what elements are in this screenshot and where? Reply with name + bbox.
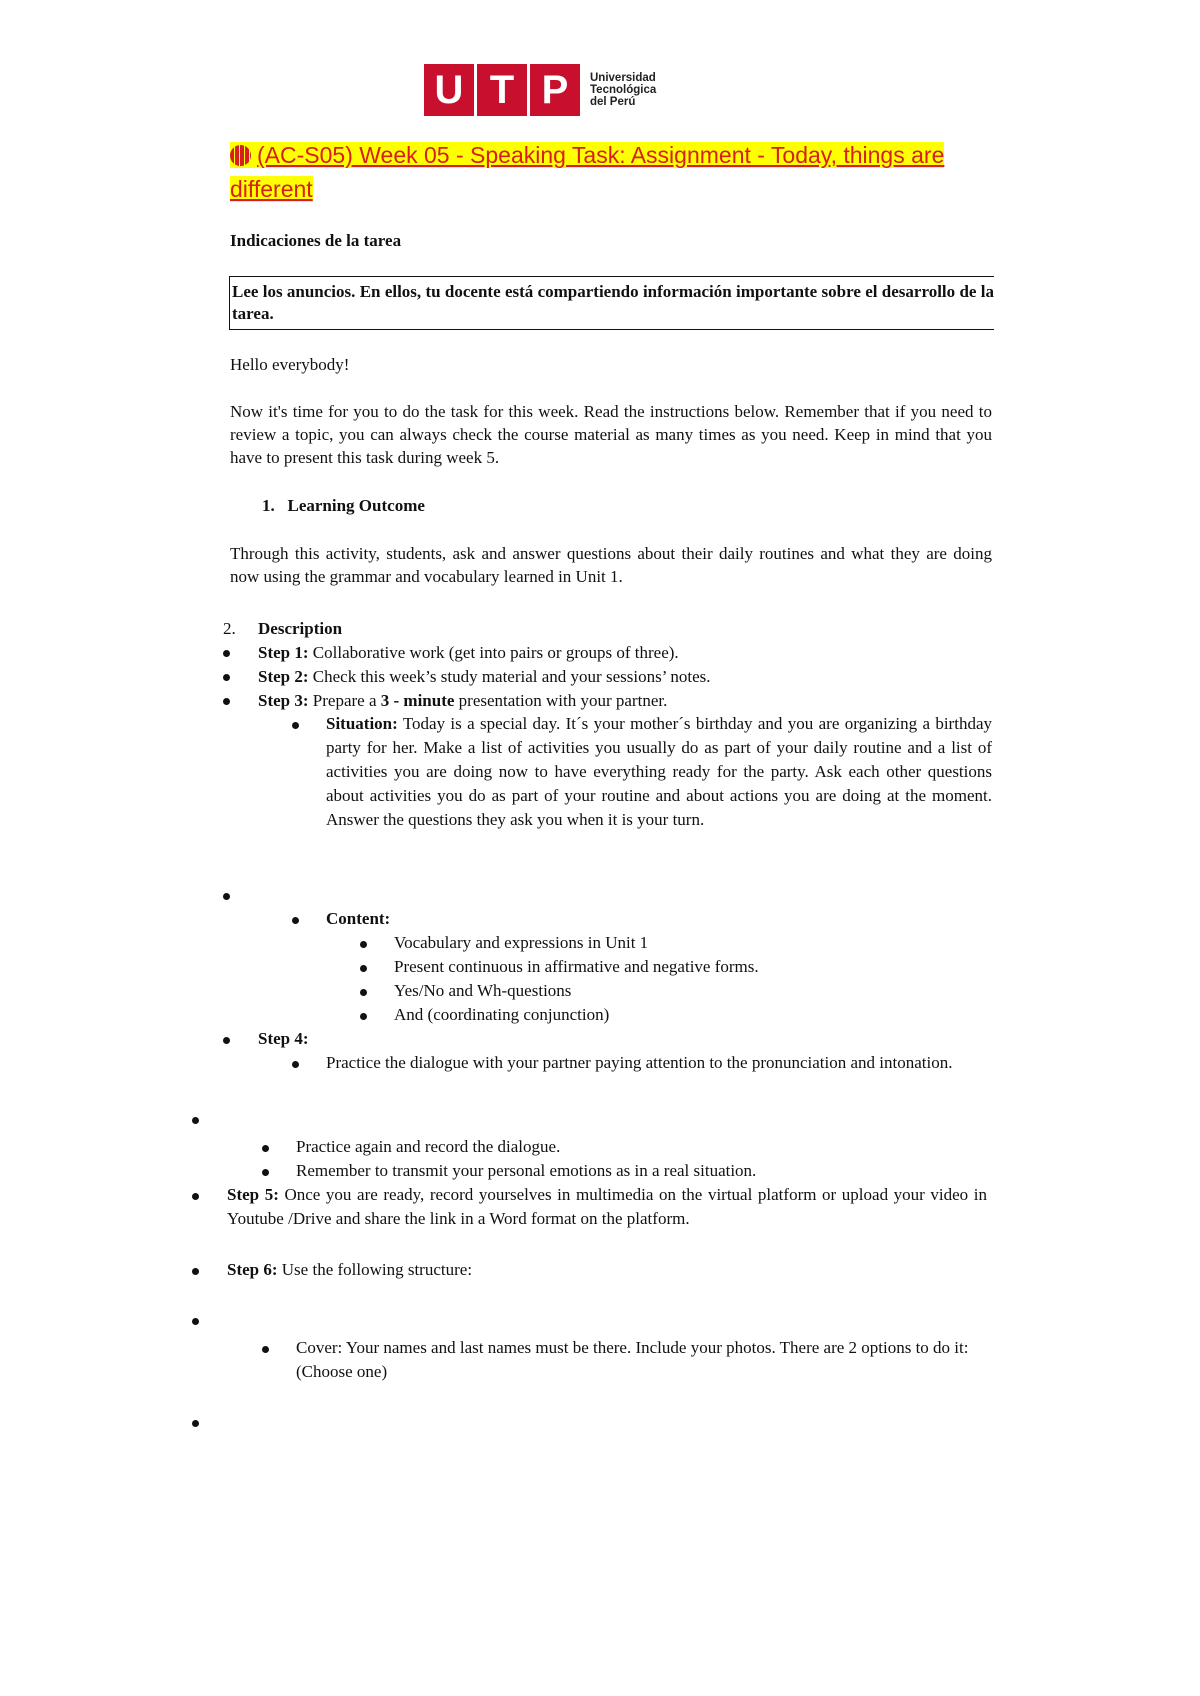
step-3-pre: Prepare a xyxy=(308,691,381,710)
bullet xyxy=(292,917,299,924)
content-item: Present continuous in affirmative and negative forms. xyxy=(394,957,759,976)
step-1-label: Step 1: xyxy=(258,643,309,662)
step-6-text: Use the following structure: xyxy=(277,1260,473,1279)
step-3-label: Step 3: xyxy=(258,691,309,710)
content-item: Vocabulary and expressions in Unit 1 xyxy=(394,933,649,952)
step-4-label: Step 4: xyxy=(258,1029,309,1048)
content-item: And (coordinating conjunction) xyxy=(394,1005,610,1024)
logo-name-line1: Universidad xyxy=(590,72,656,84)
cover-instructions: Cover: Your names and last names must be there. Include your photos. There are 2 options to do it: (Choose one) xyxy=(296,1338,969,1381)
situation-paragraph xyxy=(326,712,992,832)
intro-paragraph: Now it's time for you to do the task for this week. Read the instructions below. Remember that if you need to review a topic, you can always check the course material as many times as you need. Keep in mind that you have to present this task during week 5. xyxy=(230,402,992,467)
bullet xyxy=(292,722,299,729)
step-5-text: Once you are ready, record yourselves in multimedia on the virtual platform or upload your video in Youtube /Drive and share the link in a Word format on the platform. xyxy=(227,1185,987,1228)
step-3-duration: 3 - minute xyxy=(380,691,455,710)
step-4-text: Practice the dialogue with your partner paying attention to the pronunciation and intonation. xyxy=(326,1053,953,1072)
logo-letter-t: T xyxy=(477,64,530,116)
bullet xyxy=(360,989,367,996)
step-2-label: Step 2: xyxy=(258,667,309,686)
logo-letter-u: U xyxy=(424,64,477,116)
step-5-label: Step 5: xyxy=(227,1185,279,1204)
logo-name-line2: Tecnológica xyxy=(590,84,657,96)
bullet xyxy=(192,1268,199,1275)
bullet xyxy=(262,1169,269,1176)
logo-letter-p: P xyxy=(541,67,569,112)
remember-emotions: Remember to transmit your personal emotions as in a real situation. xyxy=(296,1161,757,1180)
learning-outcome-title: Learning Outcome xyxy=(287,496,425,515)
bullet xyxy=(262,1145,269,1152)
situation-label: Situation: xyxy=(326,714,398,733)
step-2-text: Check this week’s study material and your sessions’ notes. xyxy=(308,667,711,686)
bullet xyxy=(223,698,230,705)
logo-university-name xyxy=(590,72,656,108)
step-2 xyxy=(258,665,710,688)
bullet xyxy=(360,965,367,972)
empty-bullet xyxy=(192,1117,199,1124)
learning-outcome-text: Through this activity, students, ask and answer questions about their daily routines and what they are doing now using the grammar and vocabulary learned in Unit 1. xyxy=(230,544,992,586)
task-indications-heading: Indicaciones de la tarea xyxy=(230,231,402,250)
step-3-post: presentation with your partner. xyxy=(454,691,668,710)
bullet xyxy=(292,1061,299,1068)
content-label: Content: xyxy=(326,909,391,928)
step-1 xyxy=(258,641,679,664)
learning-outcome-heading xyxy=(262,494,425,517)
empty-bullet xyxy=(192,1318,199,1325)
bullet xyxy=(223,1037,230,1044)
page-title xyxy=(230,138,994,206)
description-number: 2. xyxy=(223,619,236,638)
logo-mark xyxy=(424,64,580,116)
bullet xyxy=(360,941,367,948)
content-item: Yes/No and Wh-questions xyxy=(394,981,572,1000)
empty-bullet xyxy=(192,1420,199,1427)
step-1-text: Collaborative work (get into pairs or groups of three). xyxy=(308,643,679,662)
empty-bullet xyxy=(223,893,230,900)
bullet xyxy=(360,1013,367,1020)
utp-logo xyxy=(424,64,656,116)
globe-icon xyxy=(230,145,251,166)
page-title-text: (AC-S05) Week 05 - Speaking Task: Assignment - Today, things are different xyxy=(230,142,945,202)
greeting: Hello everybody! xyxy=(230,355,350,374)
situation-text: Today is a special day. It´s your mother´s birthday and you are organizing a birthday party for her. Make a list of activities you usually do as part of your daily routine and a list of activities you are doing now to have everything ready for the party. Ask each other questions about activities you do as part of your routine and about actions you are doing at the moment. Answer the questions they ask you when it is your turn. xyxy=(326,714,992,829)
step-3 xyxy=(258,689,667,712)
logo-name-line3: del Perú xyxy=(590,96,636,108)
bullet xyxy=(223,674,230,681)
bullet xyxy=(223,650,230,657)
step-6 xyxy=(227,1258,472,1281)
learning-outcome-number: 1. xyxy=(262,496,275,515)
practice-again: Practice again and record the dialogue. xyxy=(296,1137,561,1156)
description-heading: Description xyxy=(258,619,343,638)
bullet xyxy=(192,1193,199,1200)
announcement-notice: Lee los anuncios. En ellos, tu docente está compartiendo información importante sobre el desarrollo de la tarea. xyxy=(229,276,994,330)
step-6-label: Step 6: xyxy=(227,1260,278,1279)
bullet xyxy=(262,1346,269,1353)
step-5 xyxy=(227,1183,987,1231)
